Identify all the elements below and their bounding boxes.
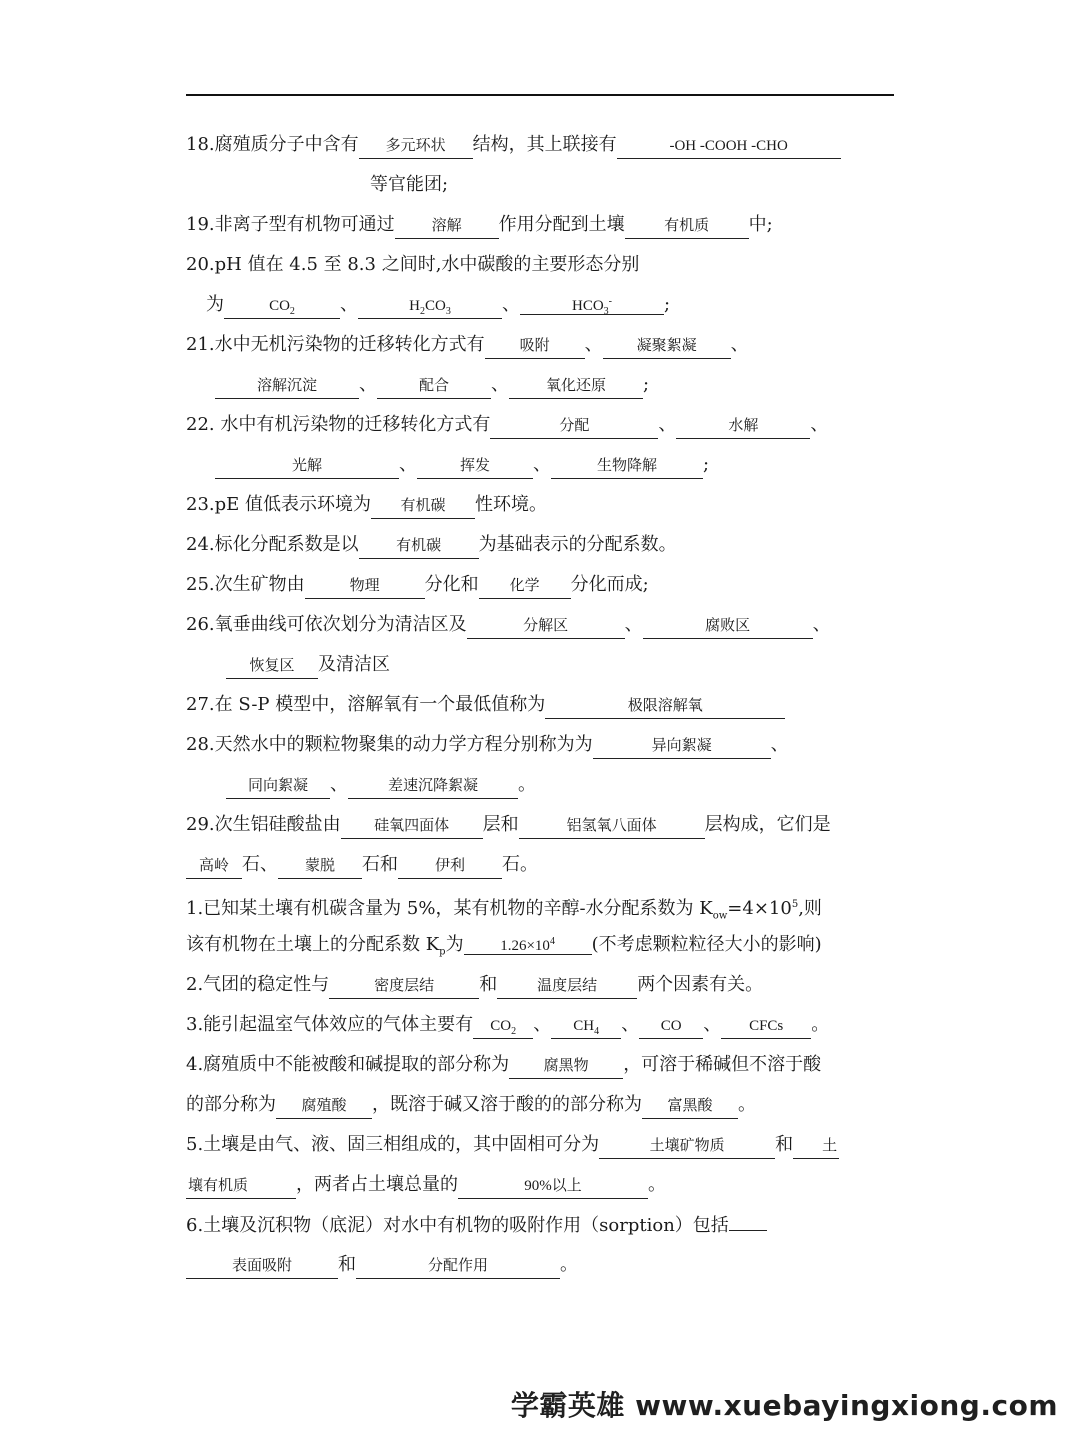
problem-1-cont: 该有机物在土壤上的分配系数 $K_p$为 $1.26\times 10^4$ (不考虑颗粒粒径大小的影响): [186, 934, 822, 958]
answer-26-3: 恢复区: [226, 656, 318, 679]
answer-29-1: 硅氧四面体: [341, 816, 483, 839]
answer-p5-2b: 壤有机质: [186, 1176, 296, 1199]
answer-p4-2: 腐殖酸: [276, 1096, 372, 1119]
question-23: 23.pE 值低表示环境为 有机碳 性环境。: [186, 490, 906, 520]
question-26: 26.氧垂曲线可依次划分为清洁区及 分解区 、 腐败区 、: [186, 610, 906, 640]
question-18: 18.腐殖质分子中含有 多元环状 结构，其上联接有 -OH -COOH -CHO: [186, 130, 906, 160]
answer-28-2: 同向絮凝: [226, 776, 330, 799]
problem-5-cont: 壤有机质 ，两者占土壤总量的 90%以上 。: [186, 1170, 906, 1200]
question-21-cont: 溶解沉淀 、 配合 、 氧化还原 ;: [215, 370, 935, 400]
answer-21-2: 凝聚絮凝: [603, 336, 731, 359]
answer-p3-1: $CO_2$: [473, 1016, 533, 1039]
answer-p3-2: $CH_4$: [551, 1016, 621, 1039]
question-25: 25.次生矿物由 物理 分化和 化学 分化而成;: [186, 570, 906, 600]
answer-20-2: $H_2CO_3$: [358, 296, 502, 319]
answer-28-3: 差速沉降絮凝: [348, 776, 518, 799]
answer-29-5: 伊利: [398, 856, 502, 879]
answer-29-2: 铝氢氧八面体: [519, 816, 705, 839]
answer-20-1: $CO_2$: [224, 296, 340, 319]
problem-3: 3.能引起温室气体效应的气体主要有 $CO_2$ 、 $CH_4$ 、 CO 、 CFCs 。: [186, 1014, 830, 1037]
question-19: 19.非离子型有机物可通过 溶解 作用分配到土壤 有机质 中;: [186, 210, 906, 240]
answer-p1: $1.26\times 10^4$: [464, 932, 592, 955]
problem-4: 4.腐殖质中不能被酸和碱提取的部分称为 腐黑物 ，可溶于稀碱但不溶于酸: [186, 1050, 906, 1080]
answer-29-3: 高岭: [186, 856, 242, 879]
question-29-cont: 高岭 石、 蒙脱 石和 伊利 石。: [186, 850, 906, 880]
answer-p5-2a: 土: [793, 1136, 839, 1159]
question-22-cont: 光解 、 挥发 、 生物降解 ;: [215, 450, 935, 480]
answer-19-2: 有机质: [625, 216, 749, 239]
answer-25-1: 物理: [305, 576, 425, 599]
answer-21-5: 氧化还原: [509, 376, 643, 399]
header-rule: [186, 94, 894, 96]
question-18-cont: 等官能团;: [370, 174, 449, 195]
watermark: 学霸英雄 www.xuebayingxiong.com: [510, 1389, 1058, 1422]
answer-line: [729, 1210, 767, 1231]
answer-29-4: 蒙脱: [278, 856, 362, 879]
answer-p4-3: 富黑酸: [642, 1096, 738, 1119]
answer-22-4: 挥发: [417, 456, 533, 479]
problem-6-cont: 表面吸附 和 分配作用 。: [186, 1250, 906, 1280]
question-28-cont: 同向絮凝 、 差速沉降絮凝 。: [226, 770, 946, 800]
answer-20-3: $HCO_3^-$: [520, 292, 664, 315]
problem-1: 1.已知某土壤有机碳含量为 5%，某有机物的辛醇-水分配系数为 $K_{ow}=4\times 10^5$,则: [186, 898, 822, 922]
question-22: 22. 水中有机污染物的迁移转化方式有 分配 、 水解 、: [186, 410, 906, 440]
question-20-cont: 为 $CO_2$ 、 $H_2CO_3$ 、 $HCO_3^-$ ;: [206, 294, 671, 317]
answer-21-1: 吸附: [485, 336, 585, 359]
answer-19-1: 溶解: [395, 216, 499, 239]
answer-26-2: 腐败区: [643, 616, 813, 639]
answer-22-2: 水解: [676, 416, 810, 439]
problem-6: 6.土壤及沉积物（底泥）对水中有机物的吸附作用（sorption）包括: [186, 1210, 906, 1240]
answer-p2-2: 温度层结: [497, 976, 637, 999]
answer-21-4: 配合: [377, 376, 491, 399]
question-26-cont: 恢复区 及清洁区: [226, 650, 946, 680]
answer-p5-1: 土壤矿物质: [599, 1136, 775, 1159]
answer-21-3: 溶解沉淀: [215, 376, 359, 399]
answer-25-2: 化学: [479, 576, 571, 599]
answer-18-2: -OH -COOH -CHO: [617, 136, 841, 159]
answer-p3-4: CFCs: [721, 1016, 811, 1039]
answer-p3-3: CO: [639, 1016, 703, 1039]
answer-28-1: 异向絮凝: [593, 736, 771, 759]
answer-p2-1: 密度层结: [329, 976, 479, 999]
answer-23: 有机碳: [371, 496, 475, 519]
answer-27: 极限溶解氧: [545, 696, 785, 719]
answer-26-1: 分解区: [467, 616, 625, 639]
problem-5: 5.土壤是由气、液、固三相组成的，其中固相可分为 土壤矿物质 和 土: [186, 1130, 906, 1160]
answer-22-3: 光解: [215, 456, 399, 479]
problem-2: 2.气团的稳定性与 密度层结 和 温度层结 两个因素有关。: [186, 970, 906, 1000]
answer-24: 有机碳: [359, 536, 479, 559]
question-21: 21.水中无机污染物的迁移转化方式有 吸附 、 凝聚絮凝 、: [186, 330, 906, 360]
answer-p6-2: 分配作用: [356, 1256, 560, 1279]
answer-p4-1: 腐黑物: [509, 1056, 623, 1079]
question-27: 27.在 S-P 模型中，溶解氧有一个最低值称为 极限溶解氧: [186, 690, 906, 720]
answer-p6-1: 表面吸附: [186, 1256, 338, 1279]
answer-22-5: 生物降解: [551, 456, 703, 479]
answer-22-1: 分配: [490, 416, 658, 439]
question-29: 29.次生铝硅酸盐由 硅氧四面体 层和 铝氢氧八面体 层构成，它们是: [186, 810, 906, 840]
problem-4-cont: 的部分称为 腐殖酸 ，既溶于碱又溶于酸的的部分称为 富黑酸 。: [186, 1090, 906, 1120]
question-20: 20.pH 值在 4.5 至 8.3 之间时,水中碳酸的主要形态分别: [186, 254, 640, 275]
answer-18-1: 多元环状: [359, 136, 473, 159]
answer-p5-3: 90%以上: [458, 1176, 648, 1199]
question-24: 24.标化分配系数是以 有机碳 为基础表示的分配系数。: [186, 530, 906, 560]
question-28: 28.天然水中的颗粒物聚集的动力学方程分别称为为 异向絮凝 、: [186, 730, 906, 760]
